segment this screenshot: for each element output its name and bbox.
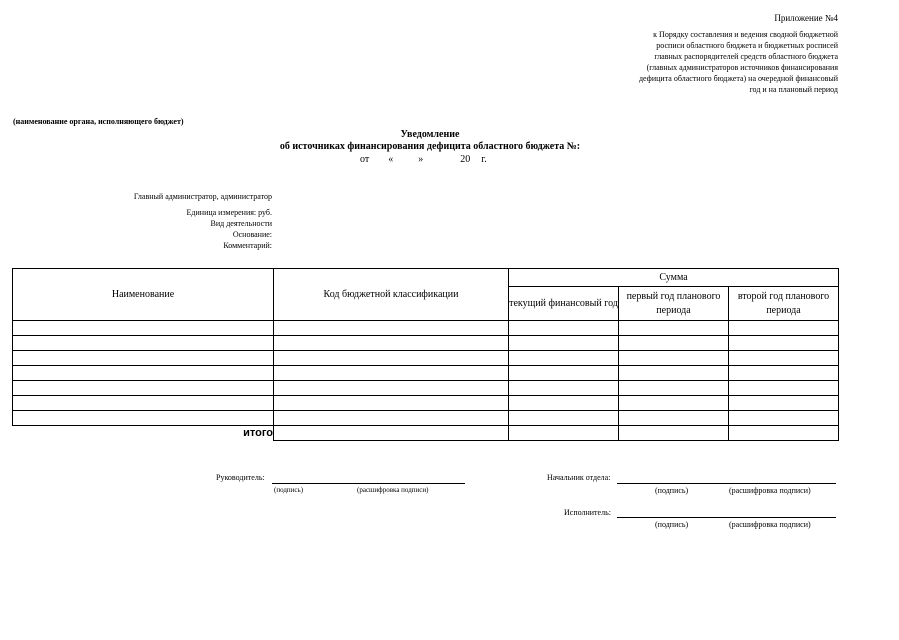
appendix-number: Приложение №4 [774,13,838,23]
date-close-quote: » [418,154,424,165]
table-row [13,336,839,351]
row-name-cell[interactable] [13,366,274,381]
unit-label: Единица измерения: руб. [186,208,272,217]
row-code-cell[interactable] [274,336,509,351]
admin-label: Главный администратор, администратор [133,192,272,201]
table-row [13,396,839,411]
date-open-quote: « [388,154,394,165]
row-second-plan-year-cell[interactable] [729,411,839,426]
date-suffix: г. [481,154,487,165]
row-second-plan-year-cell[interactable] [729,366,839,381]
col-sum-header: Сумма [509,269,839,287]
row-second-plan-year-cell[interactable] [729,321,839,336]
total-label: итого [13,426,274,441]
row-current-year-cell[interactable] [509,351,619,366]
row-name-cell[interactable] [13,396,274,411]
basis-line: дефицита областного бюджета) на очередной финансовый [638,74,838,83]
row-first-plan-year-cell[interactable] [619,321,729,336]
total-second-plan-year-cell[interactable] [729,426,839,441]
row-name-cell[interactable] [13,381,274,396]
head-decode-caption: (расшифровка подписи) [357,486,429,494]
row-name-cell[interactable] [13,336,274,351]
document-date [360,154,487,165]
col-first-plan-year-header: первый год планового периода [619,287,729,321]
basis-line: главных распорядителей средств областного бюджета [654,52,838,61]
row-name-cell[interactable] [13,321,274,336]
total-code-cell[interactable] [274,426,509,441]
row-first-plan-year-cell[interactable] [619,351,729,366]
executor-signature-line[interactable] [617,517,836,518]
row-second-plan-year-cell[interactable] [729,351,839,366]
row-first-plan-year-cell[interactable] [619,366,729,381]
sources-table [12,268,839,441]
basis-line: год и на плановый период [749,85,838,94]
row-name-cell[interactable] [13,351,274,366]
row-code-cell[interactable] [274,366,509,381]
col-second-plan-year-header: второй год планового периода [729,287,839,321]
total-first-plan-year-cell[interactable] [619,426,729,441]
executor-decode-caption: (расшифровка подписи) [729,520,811,529]
head-signature-line[interactable] [272,483,465,484]
row-current-year-cell[interactable] [509,336,619,351]
dept-head-sign-caption: (подпись) [655,486,689,495]
row-code-cell[interactable] [274,321,509,336]
dept-head-signature-line[interactable] [617,483,836,484]
row-current-year-cell[interactable] [509,381,619,396]
col-name-header: Наименование [13,269,274,321]
table-row [13,351,839,366]
total-current-year-cell[interactable] [509,426,619,441]
basis-label: Основание: [232,230,272,239]
table-row [13,366,839,381]
row-second-plan-year-cell[interactable] [729,396,839,411]
row-current-year-cell[interactable] [509,396,619,411]
row-name-cell[interactable] [13,411,274,426]
row-code-cell[interactable] [274,396,509,411]
col-code-header: Код бюджетной классификации [274,269,509,321]
row-second-plan-year-cell[interactable] [729,336,839,351]
head-label: Руководитель: [216,473,265,482]
table-row [13,411,839,426]
row-code-cell[interactable] [274,381,509,396]
row-first-plan-year-cell[interactable] [619,411,729,426]
basis-line: (главных администраторов источников финансирования [646,63,838,72]
basis-line: к Порядку составления и ведения сводной бюджетной [653,30,838,39]
executor-label: Исполнитель: [564,508,611,517]
col-current-year-header: текущий финансовый год [509,287,619,321]
dept-head-decode-caption: (расшифровка подписи) [729,486,811,495]
date-from: от [360,154,370,165]
comment-label: Комментарий: [223,241,272,250]
table-row [13,381,839,396]
date-year: 20 [460,154,471,165]
row-first-plan-year-cell[interactable] [619,396,729,411]
head-sign-caption: (подпись) [274,486,304,494]
row-first-plan-year-cell[interactable] [619,336,729,351]
row-first-plan-year-cell[interactable] [619,381,729,396]
basis-line: росписи областного бюджета и бюджетных росписей [656,41,838,50]
row-current-year-cell[interactable] [509,321,619,336]
org-caption: (наименование органа, исполняющего бюджет) [13,117,184,126]
document-subtitle: об источниках финансирования дефицита областного бюджета №: [279,141,581,152]
appendix-basis [600,29,838,95]
row-current-year-cell[interactable] [509,411,619,426]
row-second-plan-year-cell[interactable] [729,381,839,396]
dept-head-label: Начальник отдела: [547,473,611,482]
table-row [13,321,839,336]
row-code-cell[interactable] [274,411,509,426]
row-code-cell[interactable] [274,351,509,366]
document-title: Уведомление [400,129,460,140]
row-current-year-cell[interactable] [509,366,619,381]
executor-sign-caption: (подпись) [655,520,689,529]
activity-label: Вид деятельности [210,219,272,228]
